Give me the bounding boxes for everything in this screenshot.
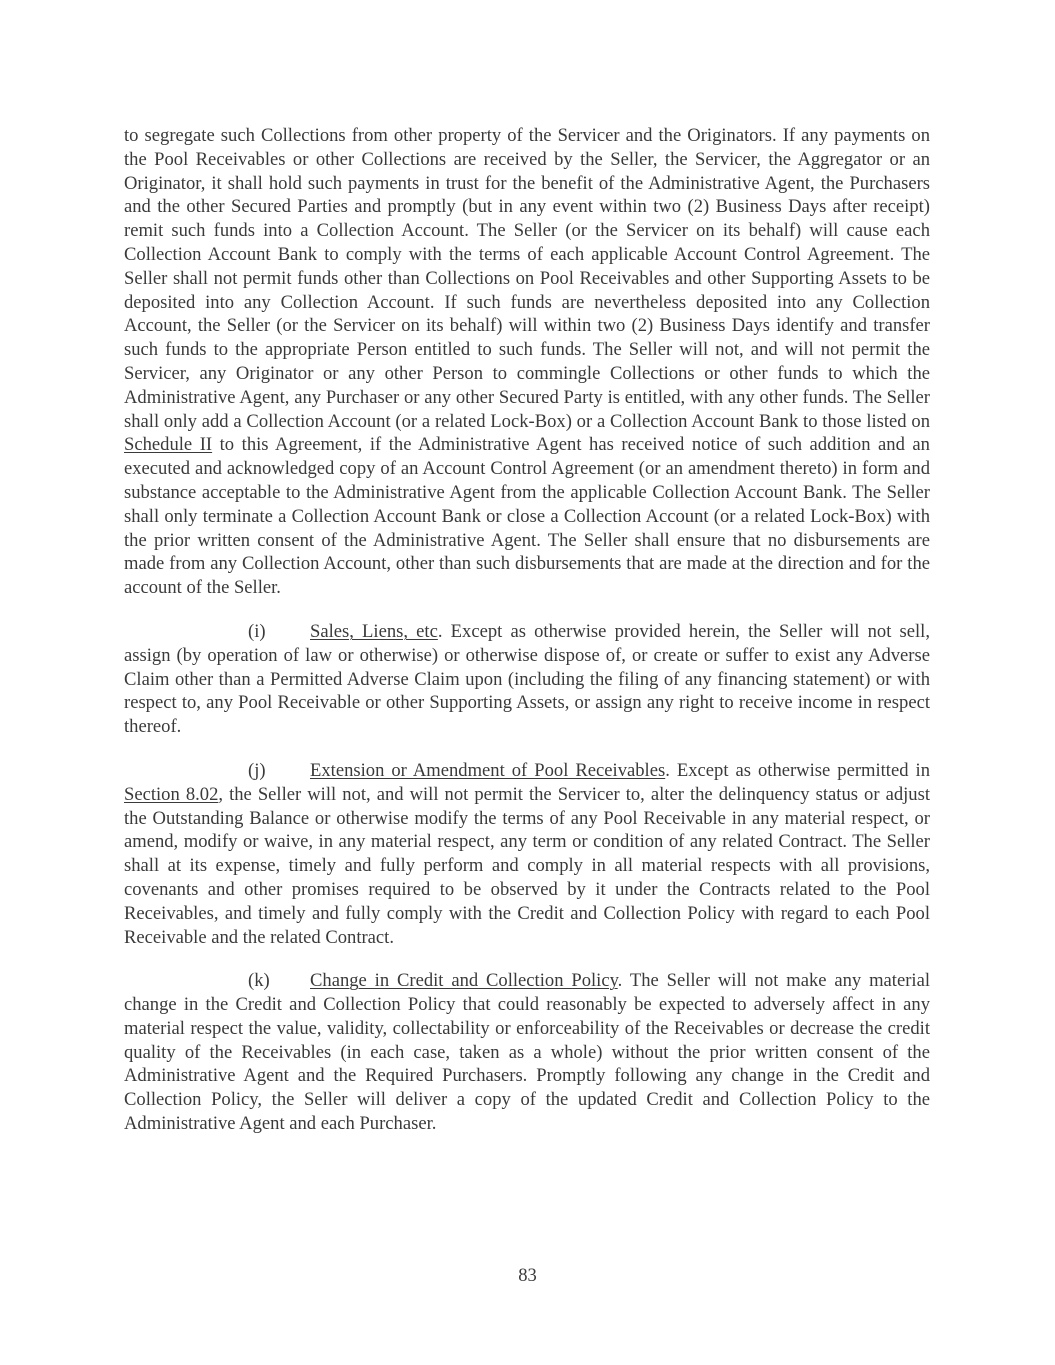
section-j-body-1: . Except as otherwise permitted in [665,759,930,781]
paragraph-collections [124,124,930,600]
section-8-02-reference: Section 8.02 [124,783,219,805]
schedule-ii-reference: Schedule II [124,434,213,456]
section-i-body: . Except as otherwise provided herein, the Seller will not sell, assign (by operation of law or otherwise) or otherwise dispose of, or create or suffer to exist any Adverse Claim other than a Permitted Adverse Claim upon (including the filing of any financing statement) or with respect to, any Pool Receivable or other Supporting Assets, or assign any right to receive income in respect thereof. [124,620,930,738]
section-k-heading: Change in Credit and Collection Policy [310,970,618,992]
section-j-body-2: , the Seller will not, and will not permit the Servicer to, alter the delinquency status or adjust the Outstanding Balance or otherwise modify the terms of any Pool Receivable in any material respect, or amend, modify or waive, in any material respect, any term or condition of any related Contract. The Seller shall at its expense, timely and fully perform and comply in all material respects with all provisions, covenants and other promises required to be observed by it under the Contracts related to the Pool Receivables, and timely and fully comply with the Credit and Collection Policy with regard to each Pool Receivable and the related Contract. [124,783,930,948]
section-i-marker: (i) [248,620,266,642]
section-i-paragraph [124,620,930,739]
section-j-heading: Extension or Amendment of Pool Receivables [310,759,666,781]
page-number: 83 [518,1265,537,1286]
paragraph-collections-text-1: to segregate such Collections from other property of the Servicer and the Originators. If any payments on the Pool Receivables or other Collections are received by the Seller, the Servicer, the Aggregator or an Originator, it shall hold such payments in trust for the benefit of the Administrative Agent, the Purchasers and the other Secured Parties and promptly (but in any event within two (2) Business Days after receipt) remit such funds into a Collection Account. The Seller (or the Servicer on its behalf) will cause each Collection Account Bank to comply with the terms of each applicable Account Control Agreement. The Seller shall not permit funds other than Collections on Pool Receivables and other Supporting Assets to be deposited into any Collection Account. If such funds are nevertheless deposited into any Collection Account, the Seller (or the Servicer on its behalf) will within two (2) Business Days identify and transfer such funds to the appropriate Person entitled to such funds. The Seller will not, and will not permit the Servicer, any Originator or any other Person to commingle Collections or other funds to which the Administrative Agent, any Purchaser or any other Secured Party is entitled, with any other funds. The Seller shall only add a Collection Account (or a related Lock-Box) or a Collection Account Bank to those listed on [124,125,930,432]
document-page [124,124,930,1136]
paragraph-collections-text-2: to this Agreement, if the Administrative Agent has received notice of such addition and an executed and acknowledged copy of an Account Control Agreement (or an amendment thereto) in form and substance acceptable to the Administrative Agent from the applicable Collection Account Bank. The Seller shall only terminate a Collection Account Bank or close a Collection Account (or a related Lock-Box) with the prior written consent of the Administrative Agent. The Seller shall ensure that no disbursements are made from any Collection Account, other than such disbursements that are made at the direction and for the account of the Seller. [124,434,930,599]
section-j-marker: (j) [248,759,266,781]
section-k-marker: (k) [248,970,270,992]
section-k-paragraph [124,969,930,1136]
section-j-paragraph [124,759,930,949]
section-k-body: . The Seller will not make any material change in the Credit and Collection Policy that could reasonably be expected to adversely affect in any material respect the value, validity, collectability or enforceability of the Receivables or decrease the credit quality of the Receivables (in each case, taken as a whole) without the prior written consent of the Administrative Agent and the Required Purchasers. Promptly following any change in the Credit and Collection Policy, the Seller will deliver a copy of the updated Credit and Collection Policy to the Administrative Agent and each Purchaser. [124,970,930,1135]
section-i-heading: Sales, Liens, etc [310,620,438,642]
